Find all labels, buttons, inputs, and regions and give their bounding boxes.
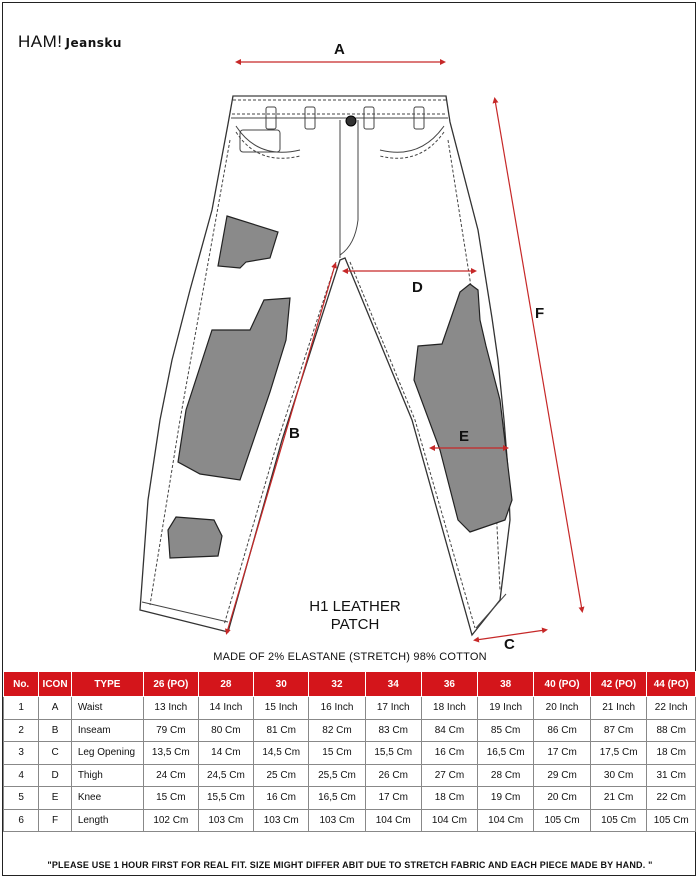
table-cell: 80 Cm (198, 719, 253, 742)
table-cell: 15 Cm (309, 742, 365, 765)
table-cell: 105 Cm (647, 809, 696, 832)
table-cell: 24 Cm (143, 764, 198, 787)
table-cell: 28 Cm (478, 764, 534, 787)
table-cell: Inseam (71, 719, 143, 742)
table-cell: 25,5 Cm (309, 764, 365, 787)
table-cell: E (39, 787, 72, 810)
brand-sub: Jeansku (65, 36, 122, 50)
label-f: F (535, 305, 545, 322)
label-c: C (504, 636, 515, 653)
table-cell: 24,5 Cm (198, 764, 253, 787)
table-cell: 2 (4, 719, 39, 742)
table-cell: F (39, 809, 72, 832)
table-header-cell: 44 (PO) (647, 672, 696, 697)
table-cell: 102 Cm (143, 809, 198, 832)
table-header-cell: 38 (478, 672, 534, 697)
table-cell: 103 Cm (198, 809, 253, 832)
table-cell: 16,5 Cm (478, 742, 534, 765)
table-cell: 27 Cm (421, 764, 477, 787)
table-cell: Waist (71, 697, 143, 720)
table-cell: 3 (4, 742, 39, 765)
table-cell: 29 Cm (534, 764, 591, 787)
table-header-cell: 30 (254, 672, 309, 697)
table-cell: 15,5 Cm (365, 742, 421, 765)
material-text: MADE OF 2% ELASTANE (STRETCH) 98% COTTON (213, 651, 487, 663)
label-d: D (412, 279, 423, 296)
table-cell: 87 Cm (590, 719, 647, 742)
table-cell: A (39, 697, 72, 720)
table-cell: 20 Inch (534, 697, 591, 720)
label-e: E (459, 428, 470, 445)
table-row (4, 719, 696, 742)
table-cell: 84 Cm (421, 719, 477, 742)
table-cell: 16 Cm (421, 742, 477, 765)
table-cell: 86 Cm (534, 719, 591, 742)
product-title-line2: PATCH (330, 616, 380, 633)
table-cell: 19 Cm (478, 787, 534, 810)
table-row (4, 764, 696, 787)
table-cell: 15,5 Cm (198, 787, 253, 810)
table-cell: 103 Cm (254, 809, 309, 832)
table-cell: 25 Cm (254, 764, 309, 787)
table-cell: 18 Cm (647, 742, 696, 765)
brand-name: HAM! (18, 32, 63, 51)
label-b: B (289, 425, 300, 442)
table-cell: 20 Cm (534, 787, 591, 810)
table-cell: 103 Cm (309, 809, 365, 832)
table-cell: 13,5 Cm (143, 742, 198, 765)
table-cell: 16,5 Cm (309, 787, 365, 810)
table-cell: 79 Cm (143, 719, 198, 742)
table-row (4, 787, 696, 810)
table-cell: C (39, 742, 72, 765)
table-header-cell: 26 (PO) (143, 672, 198, 697)
table-cell: 105 Cm (534, 809, 591, 832)
table-cell: 21 Inch (590, 697, 647, 720)
product-title (290, 598, 420, 634)
table-cell: 105 Cm (590, 809, 647, 832)
table-row (4, 809, 696, 832)
table-cell: 83 Cm (365, 719, 421, 742)
table-cell: 13 Inch (143, 697, 198, 720)
table-cell: 4 (4, 764, 39, 787)
table-cell: B (39, 719, 72, 742)
table-cell: Knee (71, 787, 143, 810)
table-header-cell: 32 (309, 672, 365, 697)
table-cell: 17 Inch (365, 697, 421, 720)
table-row (4, 697, 696, 720)
size-chart-table (3, 671, 696, 832)
button-icon (346, 116, 356, 126)
table-header-cell: 40 (PO) (534, 672, 591, 697)
table-header-cell: No. (4, 672, 39, 697)
table-cell: 104 Cm (478, 809, 534, 832)
table-cell: 22 Inch (647, 697, 696, 720)
table-cell: 14,5 Cm (254, 742, 309, 765)
table-header-row (4, 672, 696, 697)
table-cell: 18 Cm (421, 787, 477, 810)
table-cell: 104 Cm (421, 809, 477, 832)
product-title-line1: H1 LEATHER (309, 598, 401, 615)
table-header-cell: 28 (198, 672, 253, 697)
table-cell: 16 Cm (254, 787, 309, 810)
table-cell: 17 Cm (365, 787, 421, 810)
table-cell: 14 Cm (198, 742, 253, 765)
table-cell: 14 Inch (198, 697, 253, 720)
table-cell: 5 (4, 787, 39, 810)
table-header-cell: TYPE (71, 672, 143, 697)
table-cell: 21 Cm (590, 787, 647, 810)
table-cell: 104 Cm (365, 809, 421, 832)
table-header-cell: 42 (PO) (590, 672, 647, 697)
table-cell: 6 (4, 809, 39, 832)
table-cell: 19 Inch (478, 697, 534, 720)
table-cell: 82 Cm (309, 719, 365, 742)
table-cell: Leg Opening (71, 742, 143, 765)
table-cell: 30 Cm (590, 764, 647, 787)
table-cell: 85 Cm (478, 719, 534, 742)
table-cell: 1 (4, 697, 39, 720)
label-a: A (334, 41, 345, 58)
table-cell: 16 Inch (309, 697, 365, 720)
table-cell: 26 Cm (365, 764, 421, 787)
table-header-cell: ICON (39, 672, 72, 697)
fit-note: "PLEASE USE 1 HOUR FIRST FOR REAL FIT. SIZE MIGHT DIFFER ABIT DUE TO STRETCH FABRIC AND EACH PIECE MADE BY HAND. " (47, 860, 653, 870)
table-cell: 15 Cm (143, 787, 198, 810)
table-cell: 81 Cm (254, 719, 309, 742)
table-cell: 88 Cm (647, 719, 696, 742)
table-header-cell: 34 (365, 672, 421, 697)
table-cell: Length (71, 809, 143, 832)
table-cell: 17,5 Cm (590, 742, 647, 765)
table-cell: 18 Inch (421, 697, 477, 720)
table-cell: 31 Cm (647, 764, 696, 787)
table-cell: Thigh (71, 764, 143, 787)
table-cell: D (39, 764, 72, 787)
table-cell: 15 Inch (254, 697, 309, 720)
table-cell: 17 Cm (534, 742, 591, 765)
table-header-cell: 36 (421, 672, 477, 697)
table-row (4, 742, 696, 765)
table-cell: 22 Cm (647, 787, 696, 810)
